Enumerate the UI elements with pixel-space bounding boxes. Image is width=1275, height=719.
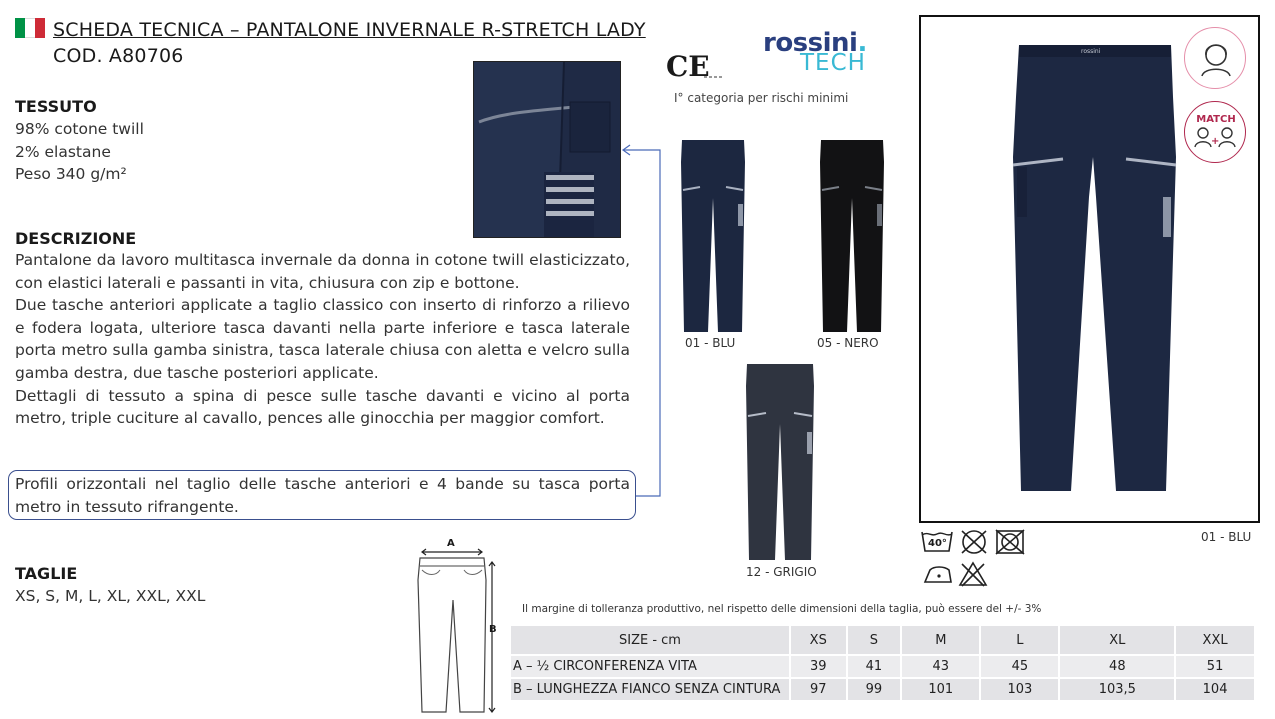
page-title: SCHEDA TECNICA – PANTALONE INVERNALE R-STRETCH LADY: [53, 19, 646, 41]
main-product-photo-frame: [919, 15, 1260, 523]
fabric-heading: TESSUTO: [15, 97, 97, 116]
flag-green: [15, 18, 25, 38]
table-row: [510, 678, 1255, 701]
table-cell: 48: [1059, 655, 1175, 678]
table-header-cell: M: [901, 625, 980, 655]
table-header-cell: S: [847, 625, 902, 655]
sizes-heading: TAGLIE: [15, 564, 78, 583]
diagram-label-b: B: [489, 624, 497, 635]
no-dry-clean-icon: [957, 560, 989, 588]
fabric-list: [15, 118, 144, 186]
table-row: [510, 655, 1255, 678]
ce-mark-icon: CE: [666, 50, 710, 83]
match-people-icon: [1185, 125, 1245, 153]
table-cell: 39: [790, 655, 847, 678]
row-label: A – ½ CIRCONFERENZA VITA: [510, 655, 790, 678]
table-cell: 97: [790, 678, 847, 701]
match-label: MATCH: [1196, 114, 1236, 125]
main-product-photo: [921, 17, 1258, 521]
detail-photo-reflective-bands: [473, 61, 621, 238]
description-paragraph: Dettagli di tessuto a spina di pesce sulle tasche davanti e vicino al porta metro, triple cuciture al cavallo, pences alle ginocchia per maggior comfort.: [15, 386, 630, 428]
table-cell: 101: [901, 678, 980, 701]
italian-flag-icon: [15, 18, 45, 38]
table-header-cell: XS: [790, 625, 847, 655]
lady-fit-badge: [1184, 27, 1246, 89]
table-cell: 103: [980, 678, 1059, 701]
table-cell: 99: [847, 678, 902, 701]
variant-label: 12 - GRIGIO: [746, 565, 817, 579]
match-badge: [1184, 101, 1246, 163]
table-header-cell: L: [980, 625, 1059, 655]
flag-white: [25, 18, 35, 38]
ce-category: I° categoria per rischi minimi: [674, 91, 849, 105]
product-code: COD. A80706: [53, 45, 184, 67]
highlight-text: Profili orizzontali nel taglio delle tasche anteriori e 4 bande su tasca porta metro in tessuto rifrangente.: [15, 475, 630, 516]
table-cell: 43: [901, 655, 980, 678]
table-cell: 51: [1175, 655, 1255, 678]
brand-dot: .: [857, 28, 867, 58]
table-header-row: [510, 625, 1255, 655]
svg-text:+: +: [1211, 136, 1220, 147]
variant-photo-grigio: [743, 362, 817, 562]
fabric-line: 98% cotone twill: [15, 120, 144, 138]
callout-connector: [620, 140, 665, 500]
brand-name: rossini: [763, 28, 858, 58]
no-tumble-dry-icon: [994, 529, 1026, 555]
table-header-label: SIZE - cm: [510, 625, 790, 655]
table-cell: 104: [1175, 678, 1255, 701]
description-body: [15, 249, 630, 430]
variant-label: 01 - BLU: [685, 336, 736, 350]
iron-icon: [922, 562, 954, 586]
variant-photo-nero: [817, 138, 887, 334]
main-photo-label: 01 - BLU: [1201, 530, 1252, 544]
flag-red: [35, 18, 45, 38]
diagram-label-a: A: [447, 538, 455, 549]
variant-label: 05 - NERO: [817, 336, 879, 350]
woman-icon: [1185, 28, 1247, 90]
table-header-cell: XXL: [1175, 625, 1255, 655]
variant-photo-blu: [678, 138, 748, 334]
table-header-cell: XL: [1059, 625, 1175, 655]
fabric-line: 2% elastane: [15, 142, 111, 161]
no-bleach-icon: [958, 529, 990, 555]
fabric-line: Peso 340 g/m²: [15, 165, 127, 184]
table-cell: 41: [847, 655, 902, 678]
description-paragraph: Due tasche anteriori applicate a taglio classico con inserto di rinforzo a rilievo e fodera logata, ulteriore tasca davanti nella parte inferiore e tasca laterale porta metro sulla gamba sinistra, tasca laterale chiusa con aletta e velcro sulla gamba destra, due tasche posteriori applicate.: [15, 296, 630, 382]
table-cell: 103,5: [1059, 678, 1175, 701]
wash-40-icon: [920, 529, 954, 555]
table-cell: 45: [980, 655, 1059, 678]
size-table: [509, 624, 1256, 702]
ce-dashes: [704, 72, 722, 80]
measurement-diagram: [412, 540, 502, 715]
tolerance-note: Il margine di tolleranza produttivo, nel rispetto delle dimensioni della taglia, può essere del +/- 3%: [522, 603, 1042, 615]
description-heading: DESCRIZIONE: [15, 229, 137, 248]
row-label: B – LUNGHEZZA FIANCO SENZA CINTURA: [510, 678, 790, 701]
wash-temp: 40°: [928, 538, 947, 549]
sizes-list: XS, S, M, L, XL, XXL, XXL: [15, 587, 206, 605]
description-paragraph: Pantalone da lavoro multitasca invernale da donna in cotone twill elasticizzato, con elastici laterali e passanti in vita, chiusura con zip e bottone.: [15, 251, 630, 292]
brand-sub: TECH: [800, 50, 866, 76]
svg-text:rossini: rossini: [1081, 48, 1101, 55]
